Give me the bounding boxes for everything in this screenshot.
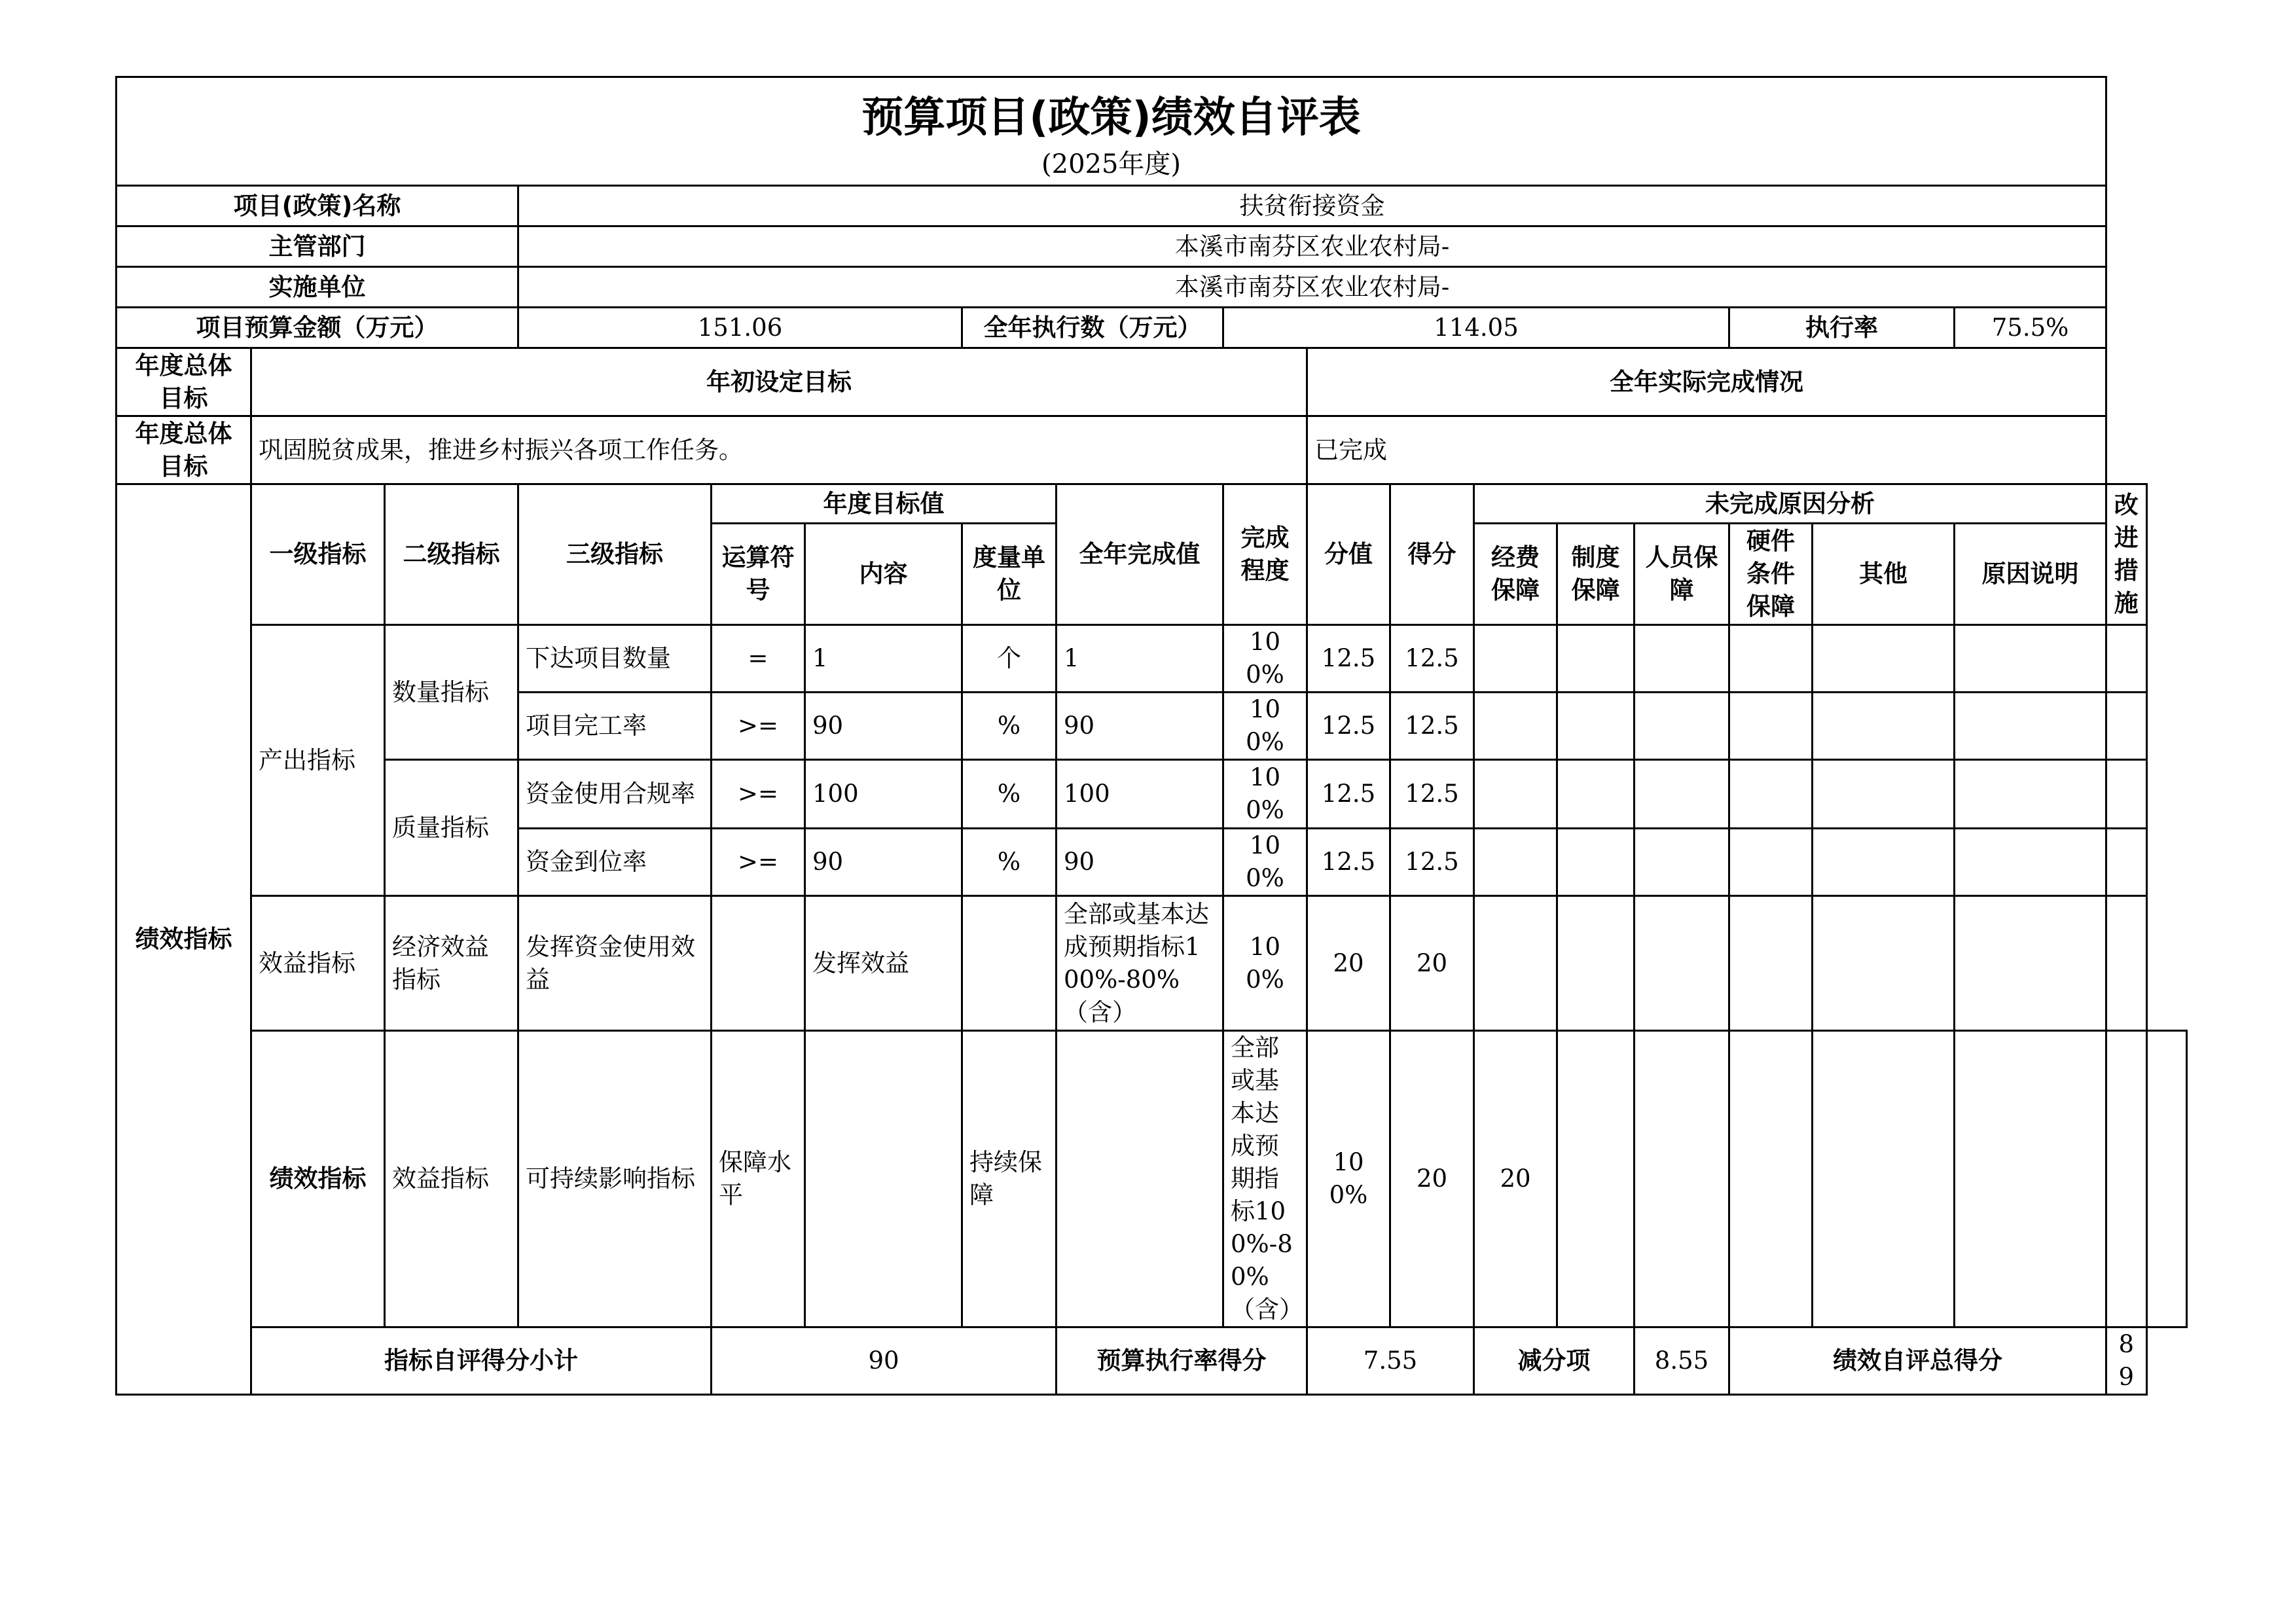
reason-cell	[1635, 829, 1729, 896]
content-cell: 90	[805, 693, 962, 760]
evaluation-table	[115, 76, 2188, 1396]
level3-header: 三级指标	[518, 484, 712, 625]
unit-cell: %	[962, 760, 1057, 829]
actual-cell: 全部或基本达成预期指标100%-80%（含）	[1057, 896, 1223, 1031]
improvement-header: 改进措施	[2106, 484, 2146, 625]
quantity-indicator-label: 数量指标	[385, 625, 518, 760]
content-cell: 90	[805, 829, 962, 896]
score-header: 得分	[1390, 484, 1474, 625]
level3-cell: 保障水平	[712, 1031, 805, 1327]
content-cell: 1	[805, 625, 962, 693]
content-cell: 100	[805, 760, 962, 829]
score-cell: 12.5	[1390, 829, 1474, 896]
sustainable-impact-label: 可持续影响指标	[518, 1031, 712, 1327]
execution-rate-value: 75.5%	[1955, 308, 2106, 348]
subtotal-value: 90	[712, 1327, 1057, 1395]
reason-cell	[1635, 1031, 1729, 1327]
reason-cell	[1474, 896, 1557, 1031]
operator-cell: >=	[712, 693, 805, 760]
improvement-cell	[2106, 896, 2146, 1031]
operator-cell: >=	[712, 829, 805, 896]
reason-cell	[1955, 693, 2106, 760]
reason-cell	[1955, 1031, 2106, 1327]
reason-explain-header: 原因说明	[1955, 524, 2106, 625]
benefit-indicator-label: 效益指标	[251, 896, 385, 1031]
execution-amount-label: 全年执行数（万元）	[962, 308, 1223, 348]
degree-cell: 100%	[1223, 896, 1307, 1031]
reason-cell	[1729, 693, 1813, 760]
page-title: 预算项目(政策)绩效自评表	[861, 93, 1361, 142]
improvement-cell	[2106, 625, 2146, 693]
reason-cell	[1729, 1031, 1813, 1327]
reason-cell	[1813, 693, 1955, 760]
reason-cell	[1813, 625, 1955, 693]
content-cell: 持续保障	[962, 1031, 1057, 1327]
reason-other-header: 其他	[1813, 524, 1955, 625]
evaluation-sheet	[115, 76, 2188, 1396]
reason-cell	[1955, 896, 2106, 1031]
project-name-value: 扶贫衔接资金	[518, 186, 2106, 226]
department-label: 主管部门	[117, 226, 518, 267]
initial-goal-header: 年初设定目标	[251, 348, 1307, 416]
score-cell: 12.5	[1390, 625, 1474, 693]
reason-cell	[1635, 896, 1729, 1031]
level3-cell: 资金使用合规率	[518, 760, 712, 829]
weight-cell: 20	[1307, 896, 1390, 1031]
reason-cell	[1813, 829, 1955, 896]
budget-amount-value: 151.06	[518, 308, 962, 348]
reason-cell	[1955, 829, 2106, 896]
reason-cell	[1955, 625, 2106, 693]
level3-cell: 项目完工率	[518, 693, 712, 760]
subtotal-label: 指标自评得分小计	[251, 1327, 712, 1395]
improvement-cell	[2106, 829, 2146, 896]
reason-cell	[1557, 829, 1635, 896]
output-indicator-label: 产出指标	[251, 625, 385, 896]
benefit-indicator-label: 效益指标	[385, 1031, 518, 1327]
project-name-label: 项目(政策)名称	[117, 186, 518, 226]
actual-value-header: 全年完成值	[1057, 484, 1223, 625]
improvement-cell	[2106, 693, 2146, 760]
reason-cell	[1955, 760, 2106, 829]
deduction-value: 8.55	[1635, 1327, 1729, 1395]
weight-cell: 20	[1390, 1031, 1474, 1327]
weight-cell: 12.5	[1307, 625, 1390, 693]
reason-cell	[1474, 760, 1557, 829]
content-header: 内容	[805, 524, 962, 625]
weight-cell: 12.5	[1307, 829, 1390, 896]
budget-score-value: 7.55	[1307, 1327, 1474, 1395]
weight-cell: 12.5	[1307, 760, 1390, 829]
page-subtitle: (2025年度)	[1041, 149, 1182, 179]
operator-cell: >=	[712, 760, 805, 829]
improvement-cell	[2106, 760, 2146, 829]
reason-cell	[1474, 625, 1557, 693]
performance-indicator-label: 绩效指标	[117, 484, 251, 1395]
level2-header: 二级指标	[385, 484, 518, 625]
economic-benefit-label: 经济效益指标	[385, 896, 518, 1031]
operator-cell	[712, 896, 805, 1031]
initial-goal-text: 巩固脱贫成果，推进乡村振兴各项工作任务。	[251, 416, 1307, 484]
content-cell: 发挥效益	[805, 896, 962, 1031]
reason-cell	[1729, 896, 1813, 1031]
level3-cell: 下达项目数量	[518, 625, 712, 693]
reason-cell	[1813, 760, 1955, 829]
deduction-label: 减分项	[1474, 1327, 1635, 1395]
actual-completion-text: 已完成	[1307, 416, 2106, 484]
annual-goal-label: 年度总体目标	[117, 416, 251, 484]
unit-cell: %	[962, 693, 1057, 760]
reason-cell	[1729, 829, 1813, 896]
unit-cell	[1057, 1031, 1223, 1327]
reason-cell	[1813, 896, 1955, 1031]
quality-indicator-label: 质量指标	[385, 760, 518, 896]
level3-cell: 发挥资金使用效益	[518, 896, 712, 1031]
actual-completion-header: 全年实际完成情况	[1307, 348, 2106, 416]
actual-cell: 100	[1057, 760, 1223, 829]
degree-cell: 100%	[1307, 1031, 1390, 1327]
reason-system-header: 制度保障	[1557, 524, 1635, 625]
reason-hardware-header: 硬件条件保障	[1729, 524, 1813, 625]
budget-amount-label: 项目预算金额（万元）	[117, 308, 518, 348]
weight-header: 分值	[1307, 484, 1390, 625]
execution-amount-value: 114.05	[1223, 308, 1729, 348]
reason-cell	[1557, 693, 1635, 760]
completion-degree-header: 完成程度	[1223, 484, 1307, 625]
score-cell: 20	[1474, 1031, 1557, 1327]
target-value-group-header: 年度目标值	[712, 484, 1057, 524]
reason-cell	[1729, 625, 1813, 693]
unit-cell: %	[962, 829, 1057, 896]
implementing-unit-value: 本溪市南芬区农业农村局-	[518, 267, 2106, 308]
score-cell: 20	[1390, 896, 1474, 1031]
actual-cell: 1	[1057, 625, 1223, 693]
annual-goal-label: 年度总体目标	[117, 348, 251, 416]
improvement-cell	[2146, 1031, 2186, 1327]
reason-funds-header: 经费保障	[1474, 524, 1557, 625]
reason-cell	[1635, 625, 1729, 693]
score-cell: 12.5	[1390, 760, 1474, 829]
actual-cell: 90	[1057, 829, 1223, 896]
budget-score-label: 预算执行率得分	[1057, 1327, 1307, 1395]
unit-cell: 个	[962, 625, 1057, 693]
reason-cell	[1729, 760, 1813, 829]
actual-cell: 全部或基本达成预期指标100%-80%（含）	[1223, 1031, 1307, 1327]
reason-cell	[1635, 760, 1729, 829]
reason-analysis-group-header: 未完成原因分析	[1474, 484, 2106, 524]
reason-cell	[1557, 896, 1635, 1031]
reason-cell	[1474, 829, 1557, 896]
reason-cell	[2106, 1031, 2146, 1327]
reason-cell	[1474, 693, 1557, 760]
unit-cell	[962, 896, 1057, 1031]
reason-cell	[1813, 1031, 1955, 1327]
total-score-value: 89	[2106, 1327, 2146, 1395]
degree-cell: 100%	[1223, 693, 1307, 760]
execution-rate-label: 执行率	[1729, 308, 1955, 348]
level3-cell: 资金到位率	[518, 829, 712, 896]
level1-header: 一级指标	[251, 484, 385, 625]
operator-cell: =	[712, 625, 805, 693]
performance-indicator-label: 绩效指标	[251, 1031, 385, 1327]
department-value: 本溪市南芬区农业农村局-	[518, 226, 2106, 267]
degree-cell: 100%	[1223, 829, 1307, 896]
reason-cell	[1635, 693, 1729, 760]
reason-cell	[1557, 760, 1635, 829]
total-score-label: 绩效自评总得分	[1729, 1327, 2106, 1395]
score-cell: 12.5	[1390, 693, 1474, 760]
reason-staff-header: 人员保障	[1635, 524, 1729, 625]
implementing-unit-label: 实施单位	[117, 267, 518, 308]
reason-cell	[1557, 1031, 1635, 1327]
reason-cell	[1557, 625, 1635, 693]
operator-cell	[805, 1031, 962, 1327]
operator-header: 运算符号	[712, 524, 805, 625]
weight-cell: 12.5	[1307, 693, 1390, 760]
title-block	[117, 77, 2106, 186]
degree-cell: 100%	[1223, 625, 1307, 693]
unit-header: 度量单位	[962, 524, 1057, 625]
degree-cell: 100%	[1223, 760, 1307, 829]
actual-cell: 90	[1057, 693, 1223, 760]
